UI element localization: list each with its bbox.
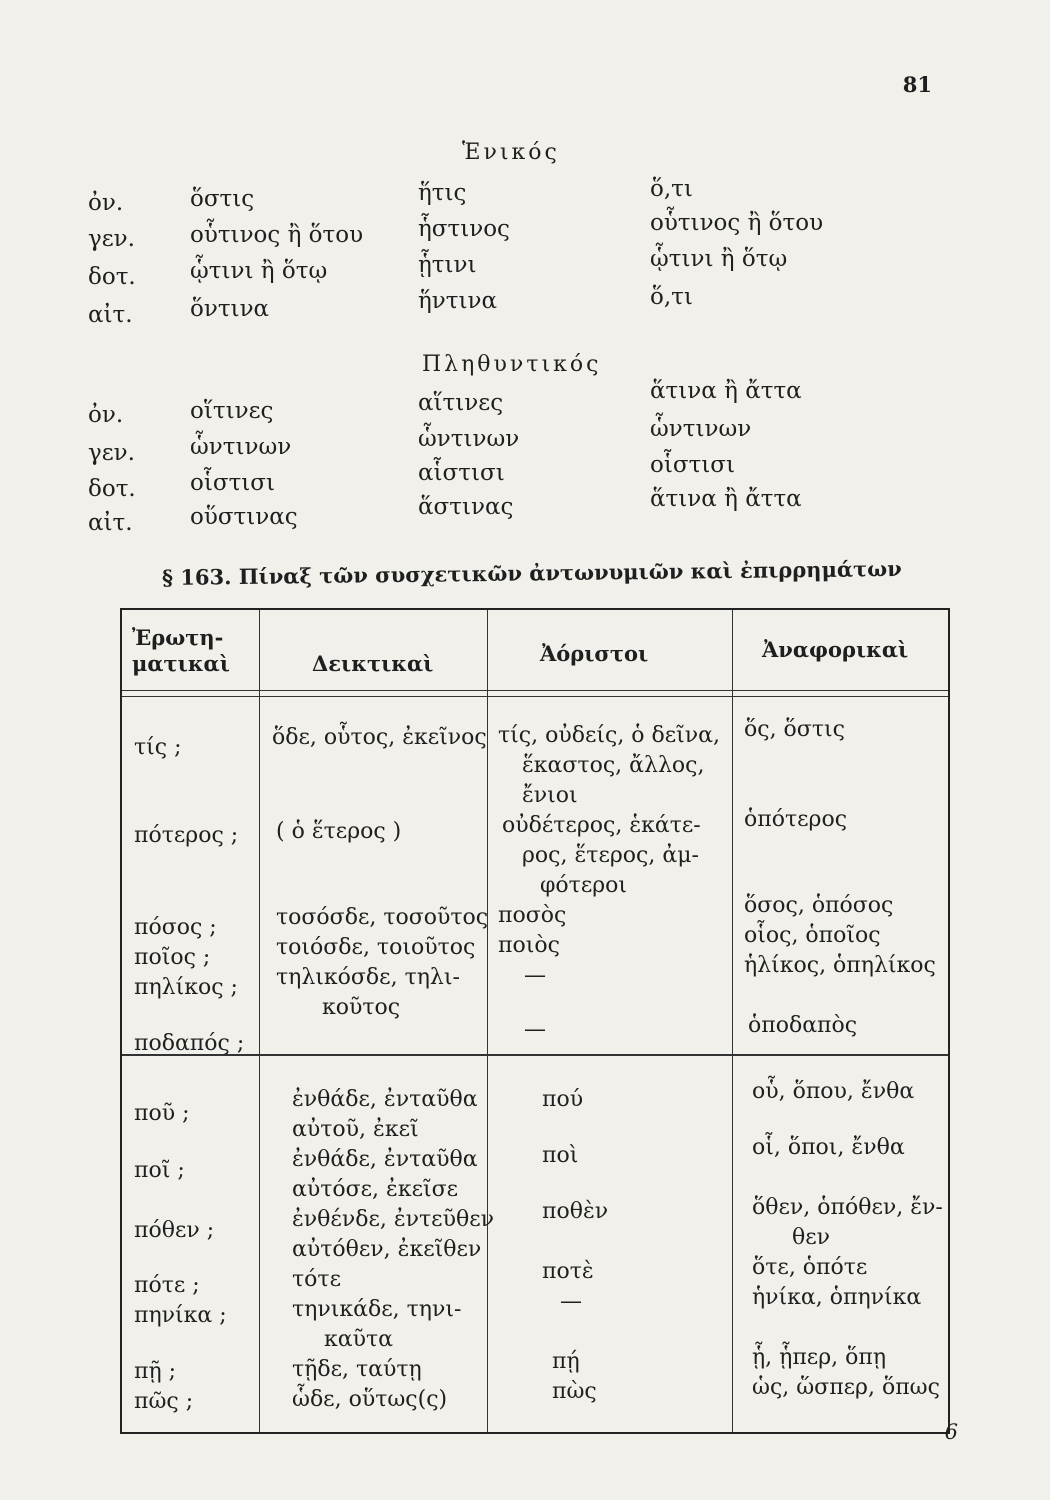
case-label: γεν. (88, 226, 135, 252)
case-label: ὀν. (88, 190, 124, 216)
masc-form: οὗτινος ἢ ὅτου (190, 222, 364, 248)
interrogative-cell: πόθεν ; (134, 1218, 215, 1243)
header-divider (122, 690, 948, 691)
case-label: αἰτ. (88, 302, 133, 328)
relative-cell: ὡς, ὥσπερ, ὅπως (752, 1375, 940, 1400)
header-demonstrative: Δεικτικαὶ (312, 651, 434, 676)
demonstrative-cell: τῇδε, ταύτῃ (292, 1357, 422, 1382)
column-divider (732, 610, 733, 1432)
demonstrative-cell: αὐτοῦ, ἐκεῖ (292, 1117, 419, 1142)
interrogative-cell: ποῦ ; (134, 1101, 190, 1126)
demonstrative-cell: κοῦτος (322, 995, 401, 1020)
interrogative-cell: ποῖος ; (134, 945, 211, 970)
relative-cell: ὅτε, ὁπότε (752, 1255, 868, 1280)
masc-form: οἷστισι (190, 470, 276, 496)
indefinite-cell: ρος, ἕτερος, ἀμ- (522, 843, 699, 868)
indefinite-cell: ποτὲ (542, 1259, 594, 1284)
indefinite-cell: φότεροι (540, 873, 628, 898)
column-divider (259, 610, 260, 1432)
interrogative-cell: πῇ ; (134, 1359, 177, 1384)
demonstrative-cell: ἐνθάδε, ἐνταῦθα (292, 1087, 478, 1112)
interrogative-cell: ποῖ ; (134, 1158, 185, 1183)
fem-form: ὧντινων (418, 426, 520, 452)
interrogative-cell: τίς ; (134, 735, 182, 760)
masc-form: ὅστις (190, 186, 255, 212)
demonstrative-cell: τοσόσδε, τοσοῦτος (276, 905, 489, 930)
column-divider (487, 610, 488, 1432)
neut-form: ὅ,τι (650, 284, 693, 310)
relative-cell: ᾗ, ᾗπερ, ὅπῃ (752, 1345, 887, 1370)
correlatives-table (120, 608, 950, 1434)
neut-form: οἷστισι (650, 452, 736, 478)
relative-cell: ὅθεν, ὁπόθεν, ἔν- (752, 1195, 943, 1220)
demonstrative-cell: αὐτόσε, ἐκεῖσε (292, 1177, 459, 1202)
indefinite-cell: ἕκαστος, ἄλλος, (522, 753, 705, 778)
relative-cell: ὅς, ὅστις (744, 717, 845, 742)
masc-form: ᾧτινι ἢ ὅτῳ (190, 258, 328, 284)
case-label: γεν. (88, 440, 135, 466)
interrogative-cell: πῶς ; (134, 1389, 194, 1414)
section-divider (122, 1054, 948, 1056)
header-interrogative-1: Ἐρωτη- (132, 625, 224, 650)
relative-cell: οὗ, ὅπου, ἔνθα (752, 1079, 915, 1104)
demonstrative-cell: τότε (292, 1267, 341, 1292)
relative-cell: ἡλίκος, ὁπηλίκος (744, 953, 936, 978)
neut-form: ᾧτινι ἢ ὅτῳ (650, 246, 788, 272)
fem-form: ἧστινος (418, 216, 510, 242)
case-label: ὀν. (88, 402, 124, 428)
indefinite-cell: οὐδέτερος, ἑκάτε- (502, 813, 701, 838)
interrogative-cell: πότε ; (134, 1273, 200, 1298)
neut-form: ἅτινα ἢ ἄττα (650, 486, 802, 512)
interrogative-cell: πόσος ; (134, 915, 217, 940)
fem-form: αἷστισι (418, 460, 505, 486)
fem-form: ἥτις (418, 180, 467, 206)
indefinite-cell: τίς, οὐδείς, ὁ δεῖνα, (498, 723, 721, 748)
demonstrative-cell: ὧδε, οὕτως(ς) (292, 1387, 448, 1412)
neut-form: ἅτινα ἢ ἄττα (650, 378, 802, 404)
singular-title: Ἑνικός (462, 140, 560, 165)
relative-cell: οἷος, ὁποῖος (744, 923, 881, 948)
demonstrative-cell: τηνικάδε, τηνι- (292, 1297, 462, 1322)
indefinite-cell: ποιὸς (498, 933, 560, 958)
case-label: δοτ. (88, 476, 136, 502)
neut-form: οὗτινος ἢ ὅτου (650, 210, 824, 236)
indefinite-cell: ποσὸς (498, 903, 567, 928)
indefinite-cell: — (524, 963, 546, 988)
indefinite-cell: ποὶ (542, 1143, 579, 1168)
indefinite-cell: — (560, 1289, 582, 1314)
case-label: αἰτ. (88, 510, 133, 536)
demonstrative-cell: τηλικόσδε, τηλι- (276, 965, 460, 990)
header-divider (122, 696, 948, 697)
demonstrative-cell: αὐτόθεν, ἐκεῖθεν (292, 1237, 482, 1262)
interrogative-cell: πηνίκα ; (134, 1303, 227, 1328)
case-label: δοτ. (88, 264, 136, 290)
signature-number: 6 (944, 1420, 958, 1444)
header-relative: Ἀναφορικαὶ (762, 637, 909, 662)
header-indefinite: Ἀόριστοι (540, 641, 649, 666)
masc-form: οἵτινες (190, 398, 274, 424)
indefinite-cell: πού (542, 1087, 584, 1112)
interrogative-cell: πότερος ; (134, 823, 239, 848)
neut-form: ὧντινων (650, 416, 752, 442)
indefinite-cell: ἔνιοι (522, 783, 578, 808)
indefinite-cell: ποθὲν (542, 1199, 609, 1224)
relative-cell: ἡνίκα, ὁπηνίκα (752, 1285, 922, 1310)
demonstrative-cell: τοιόσδε, τοιοῦτος (276, 935, 476, 960)
relative-cell: ὅσος, ὁπόσος (744, 893, 894, 918)
relative-cell: οἷ, ὅποι, ἔνθα (752, 1135, 905, 1160)
interrogative-cell: ποδαπός ; (134, 1031, 245, 1056)
interrogative-cell: πηλίκος ; (134, 975, 238, 1000)
indefinite-cell: — (524, 1017, 546, 1042)
masc-form: οὕστινας (190, 504, 298, 530)
indefinite-cell: πῄ (552, 1349, 580, 1374)
demonstrative-cell: ἐνθένδε, ἐντεῦθεν (292, 1207, 494, 1232)
header-interrogative-2: ματικαὶ (132, 651, 230, 676)
fem-form: αἵτινες (418, 390, 504, 416)
masc-form: ὅντινα (190, 296, 270, 322)
neut-form: ὅ,τι (650, 176, 693, 202)
relative-cell: θεν (792, 1225, 831, 1250)
demonstrative-cell: ἐνθάδε, ἐνταῦθα (292, 1147, 478, 1172)
page-number: 81 (902, 72, 932, 97)
demonstrative-cell: ( ὁ ἕτερος ) (276, 819, 402, 844)
relative-cell: ὁπότερος (744, 807, 848, 832)
fem-form: ἅστινας (418, 494, 514, 520)
masc-form: ὧντινων (190, 434, 292, 460)
fem-form: ᾗτινι (418, 252, 477, 278)
indefinite-cell: πὼς (552, 1379, 597, 1404)
plural-title: Πληθυντικός (422, 352, 602, 377)
demonstrative-cell: καῦτα (324, 1327, 394, 1352)
fem-form: ἥντινα (418, 288, 498, 314)
table-heading: § 163. Πίναξ τῶν συσχετικῶν ἀντωνυμιῶν καὶ ἐπιρρημάτων (161, 555, 902, 590)
relative-cell: ὁποδαπὸς (748, 1013, 858, 1038)
demonstrative-cell: ὅδε, οὗτος, ἐκεῖνος (272, 725, 487, 750)
